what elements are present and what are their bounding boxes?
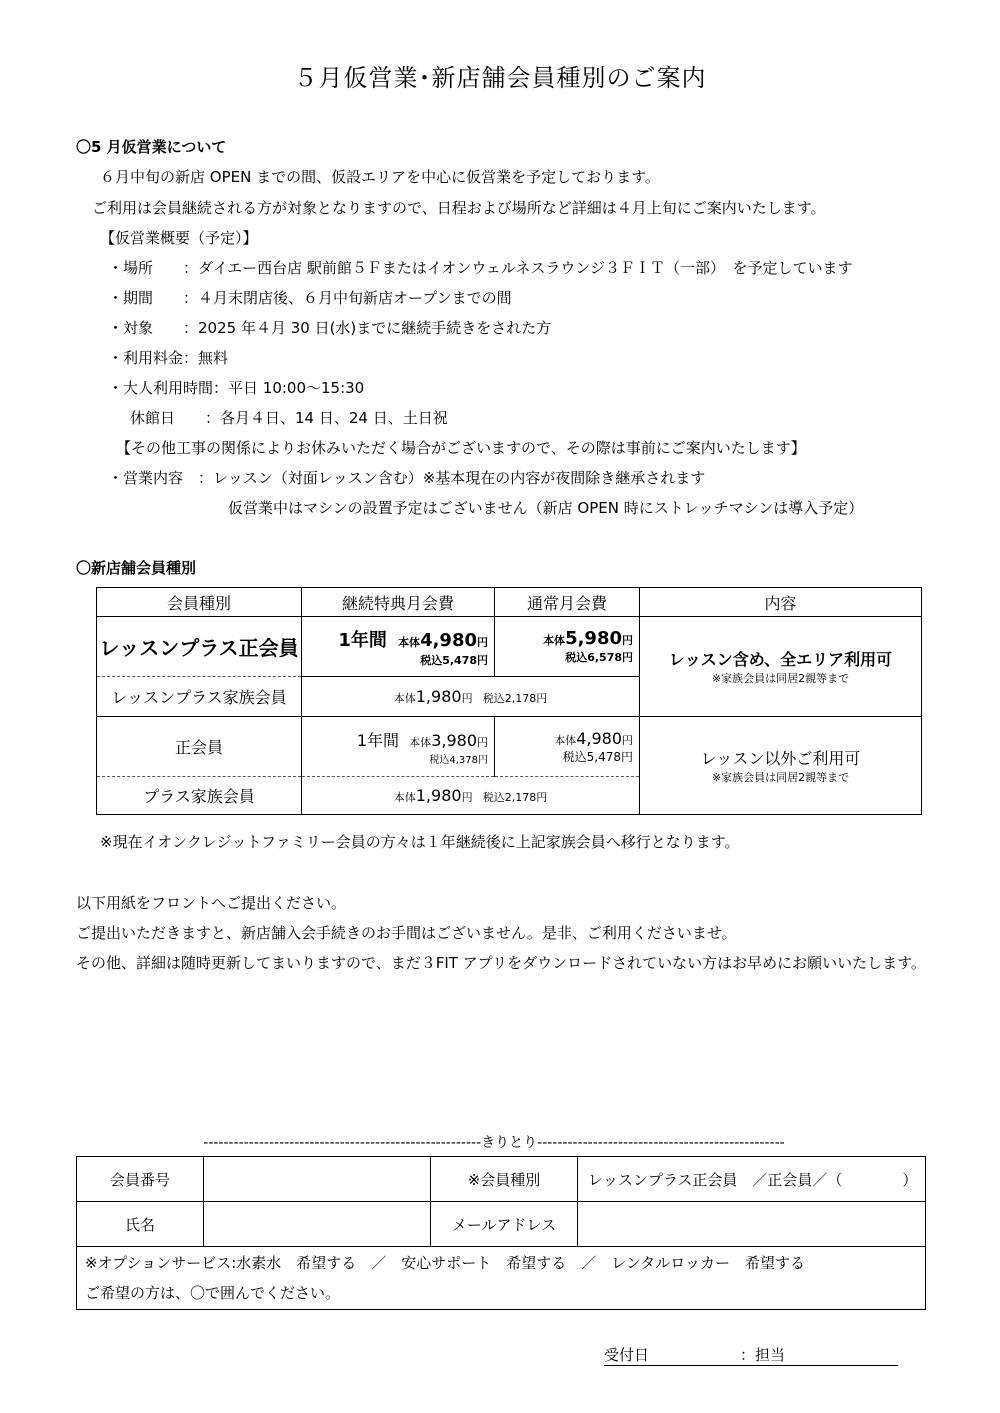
table-header-row — [97, 588, 922, 617]
fee-prefix: 1年間 — [356, 730, 400, 750]
outline-label: 【仮営業概要（予定）】 — [100, 229, 258, 247]
normal-fee — [495, 617, 640, 677]
page-title: ５月仮営業･新店舗会員種別のご案内 — [293, 64, 707, 92]
table-header: 通常月会費 — [495, 588, 640, 617]
option-services-text: ※オプションサービス:水素水 希望する ／ 安心サポート 希望する ／ レンタルロッカー 希望する — [85, 1254, 806, 1272]
option-services-note: ご希望の方は、〇で囲んでください。 — [85, 1284, 341, 1302]
email-field[interactable] — [578, 1202, 926, 1247]
fee-label: 本体 — [398, 635, 421, 649]
section-heading-temporary: 〇5 月仮営業について — [76, 138, 227, 156]
reception-date: 受付日 — [604, 1344, 740, 1366]
normal-fee — [495, 717, 640, 777]
detail-closed: 休館日 ：各月４日、14 日、24 日、土日祝 — [130, 409, 448, 427]
fee-tax: 税込5,478円 — [420, 653, 488, 667]
fee-prefix: 1年間 — [338, 629, 387, 651]
family-fee — [302, 777, 640, 815]
detail-target: ・対象 ：2025 年４月 30 日(水)までに継続手続きをされた方 — [108, 319, 552, 337]
fee-label: 本体 — [393, 692, 416, 705]
table-row — [97, 717, 922, 777]
member-type-lesson-plus-family: レッスンプラス家族会員 — [97, 677, 302, 717]
detail-content: ・営業内容 ：レッスン（対面レッスン含む）※基本現在の内容が夜間除き継承されます — [108, 469, 706, 487]
member-number-label: 会員番号 — [77, 1157, 204, 1202]
detail-hours: ・大人利用時間：平日 10:00～15:30 — [108, 379, 365, 397]
content-lesson-plus — [640, 617, 922, 717]
submission-form — [76, 1156, 926, 1310]
fee-label: 本体 — [393, 791, 416, 804]
fee-price: 4,980 — [576, 728, 622, 748]
section-heading-membership: 〇新店舗会員種別 — [76, 559, 197, 577]
form-row — [77, 1202, 926, 1247]
fee-price: 3,980 — [431, 730, 477, 750]
fee-yen: 円 — [622, 733, 633, 747]
fee-yen: 円 — [461, 692, 473, 705]
fee-price: 5,980 — [565, 628, 622, 649]
fee-tax: 税込4,378円 — [429, 754, 488, 766]
form-row — [77, 1157, 926, 1202]
closing-line: その他、詳細は随時更新してまいりますので、まだ３FIT アプリをダウンロードされていない方はお早めにお願いいたします。 — [76, 954, 926, 972]
content-text: レッスン以外ご利用可 — [700, 749, 861, 768]
fee-price: 4,980 — [420, 629, 477, 651]
membership-fee-table — [96, 587, 922, 815]
detail-place: ・場所 ：ダイエー西台店 駅前館５Ｆまたはイオンウェルネスラウンジ３ＦＩＴ（一部） を予定しています — [108, 259, 853, 277]
paragraph: ご利用は会員継続される方が対象となりますので、日程および場所など詳細は４月上旬にご案内いたします。 — [92, 199, 826, 217]
continuation-fee — [302, 617, 495, 677]
fee-label: 本体 — [543, 634, 566, 647]
content-note: ※家族会員は同居2親等まで — [711, 771, 850, 784]
table-header: 継続特典月会費 — [302, 588, 495, 617]
member-type-plus-family: プラス家族会員 — [97, 777, 302, 815]
closing-line: ご提出いただきますと、新店舗入会手続きのお手間はございません。是非、ご利用くださいませ。 — [76, 924, 737, 942]
member-type-label: ※会員種別 — [431, 1157, 578, 1202]
content-note: ※家族会員は同居2親等まで — [711, 672, 850, 685]
fee-yen: 円 — [477, 735, 488, 749]
detail-fee: ・利用料金：無料 — [108, 349, 229, 367]
content-text: レッスン含め、全エリア利用可 — [668, 650, 893, 669]
detail-note: 【その他工事の関係によりお休みいただく場合がございますので、その際は事前にご案内いたします】 — [116, 439, 806, 457]
detail-content-2: 仮営業中はマシンの設置予定はございません（新店 OPEN 時にストレッチマシンは導入予定） — [228, 499, 864, 517]
cut-line: -------------------------------------------------------きりとり------------------------------------------------- — [203, 1135, 785, 1151]
table-header: 会員種別 — [97, 588, 302, 617]
fee-tax: 税込2,178円 — [482, 692, 548, 705]
table-footnote: ※現在イオンクレジットファミリー会員の方々は１年継続後に上記家族会員へ移行となります。 — [100, 833, 740, 851]
continuation-fee — [302, 717, 495, 777]
member-number-field[interactable] — [204, 1157, 431, 1202]
option-services[interactable] — [77, 1247, 926, 1310]
detail-period: ・期間 ：４月末閉店後、６月中旬新店オープンまでの間 — [108, 289, 512, 307]
form-row — [77, 1247, 926, 1310]
reception-staff: ：担当 — [740, 1344, 898, 1366]
fee-label: 本体 — [409, 735, 432, 749]
member-type-options[interactable]: レッスンプラス正会員 ／正会員／（ ） — [578, 1157, 926, 1202]
closing-line: 以下用紙をフロントへご提出ください。 — [76, 894, 347, 912]
member-type-full: 正会員 — [97, 717, 302, 777]
paragraph: ６月中旬の新店 OPEN までの間、仮設エリアを中心に仮営業を予定しております。 — [100, 168, 660, 186]
fee-tax: 税込5,478円 — [562, 749, 633, 764]
name-field[interactable] — [204, 1202, 431, 1247]
email-label: メールアドレス — [431, 1202, 578, 1247]
fee-price: 1,980 — [415, 786, 462, 805]
fee-yen: 円 — [461, 791, 473, 804]
fee-tax: 税込2,178円 — [482, 791, 548, 804]
table-header: 内容 — [640, 588, 922, 617]
fee-yen: 円 — [477, 635, 488, 649]
fee-tax: 税込6,578円 — [565, 651, 633, 664]
fee-yen: 円 — [622, 634, 633, 647]
table-row — [97, 617, 922, 677]
member-type-lesson-plus: レッスンプラス正会員 — [97, 617, 302, 677]
fee-label: 本体 — [554, 733, 577, 747]
name-label: 氏名 — [77, 1202, 204, 1247]
content-full — [640, 717, 922, 815]
family-fee — [302, 677, 640, 717]
fee-price: 1,980 — [415, 687, 462, 706]
